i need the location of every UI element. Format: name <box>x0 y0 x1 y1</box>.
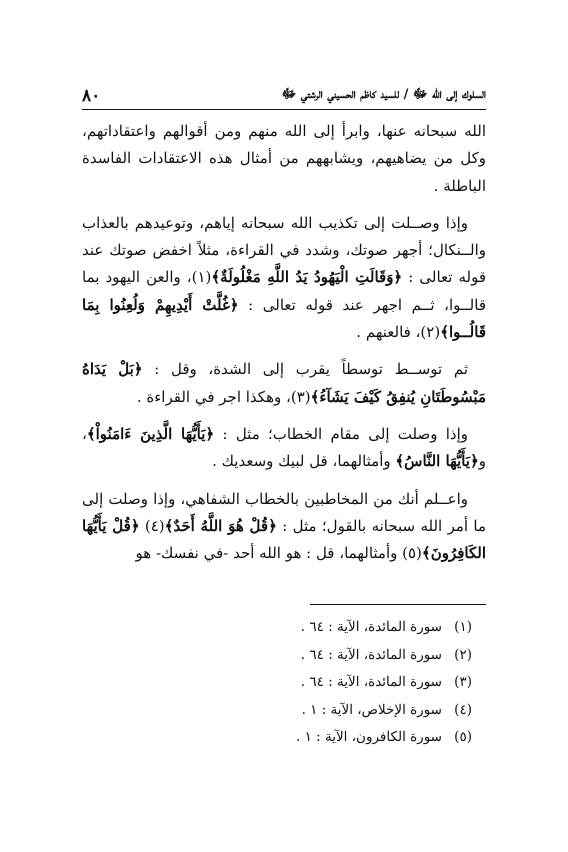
paragraph-text: (١)، والعن اليهود بما قالــوا، ثــم اجهر عند قوله تعالى : <box>82 268 486 314</box>
quran-verse: ﴿قُلْ يَأَيُّهَا الكَافِرُونَ﴾ <box>82 516 486 563</box>
paragraph-text: وإذا وصلت إلى مقام الخطاب؛ مثل : <box>214 424 468 443</box>
footnote-number: (٤) <box>454 701 472 718</box>
paragraph-text: (٣)، وهكذا اجر في القراءة . <box>136 387 311 406</box>
page-header <box>82 83 486 110</box>
footnote <box>82 697 472 725</box>
footnote <box>82 614 472 642</box>
running-title: السلوك إلى الله ﷻ / للسيد كاظم الحسيني الرشتي ﷻ <box>281 87 486 102</box>
footnote-text: سورة المائدة، الآية : ٦٤ . <box>300 646 442 663</box>
paragraph-text: (٥) وأمثالهما، قل : هو الله أحد -في نفسك- هو <box>135 544 422 563</box>
body-paragraph <box>82 118 486 200</box>
paragraph-text: ثم توســط توسطاً يقرب إلى الشدة، وقل : <box>142 360 468 379</box>
quran-verse: ﴿يَأَيُّهَا الَّذِينَ ءَامَنُواْ﴾ <box>86 424 215 443</box>
quran-verse: ﴿غُلَّتْ أَيْدِيهِمْ وَلُعِنُوا بِمَا قَالُــوا﴾ <box>82 295 486 342</box>
paragraph-text: وأمثالهما، قل لبيك وسعديك . <box>212 452 396 471</box>
footnote-number: (٣) <box>454 674 472 690</box>
page-number: ٨٠ <box>82 86 101 106</box>
body-paragraph <box>82 356 486 411</box>
footnote-text: سورة المائدة، الآية : ٦٤ . <box>300 619 442 635</box>
quran-verse: ﴿وَقَالَتِ الْيَهُودُ يَدُ اللَّهِ مَغْلُولَةٌ﴾ <box>211 268 403 287</box>
footnote-text: سورة الكافرون، الآية : ١ . <box>295 729 442 745</box>
paragraph-text: وإذا وصــلت إلى تكذيب الله سبحانه إياهم، وتوعيدهم بالعذاب والــنكال؛ أجهر صوتك، وشدد في القراءة، مثلاً اخفض صوتك عند قوله تعالى : <box>82 213 486 287</box>
footnote-number: (٢) <box>454 646 472 663</box>
body-paragraph <box>82 210 486 346</box>
quran-verse: ﴿بَلْ يَدَاهُ مَبْسُوطَتَانِ يُنفِقُ كَيْفَ يَشَآءُ﴾ <box>82 360 486 406</box>
body-text <box>82 118 486 577</box>
footnote-divider <box>310 604 486 605</box>
footnote <box>82 642 472 670</box>
quran-verse: ﴿قُلْ هُوَ اللَّهُ أَحَدٌ﴾ <box>164 516 277 535</box>
paragraph-text: (٢)، فالعنهم . <box>356 323 441 342</box>
footnote-text: سورة الإخلاص، الآية : ١ . <box>301 701 442 718</box>
footnote-number: (١) <box>454 619 472 635</box>
body-paragraph <box>82 421 486 476</box>
footnote-text: سورة المائدة، الآية : ٦٤ . <box>300 674 442 690</box>
footnote <box>82 669 472 697</box>
paragraph-text: (٤) <box>139 516 165 535</box>
body-paragraph <box>82 486 486 568</box>
paragraph-text: ، و <box>82 424 486 471</box>
footnote-number: (٥) <box>454 729 472 745</box>
footnotes-list <box>82 614 472 752</box>
paragraph-text: واعــلم أنك من المخاطبين بالخطاب الشفاهي، وإذا وصلت إلى ما أمر الله سبحانه بالقول؛ مثل : <box>82 489 486 535</box>
quran-verse: ﴿يَأَيُّهَا النَّاسُ﴾ <box>395 452 479 471</box>
footnote <box>82 724 472 752</box>
paragraph-text: الله سبحانه عنها، وابرأ إلى الله منهم ومن أقوالهم واعتقاداتهم، وكل من يضاهيهم، ويشابههم من أمثال هذه الاعتقادات الفاسدة الباطلة . <box>82 122 486 195</box>
